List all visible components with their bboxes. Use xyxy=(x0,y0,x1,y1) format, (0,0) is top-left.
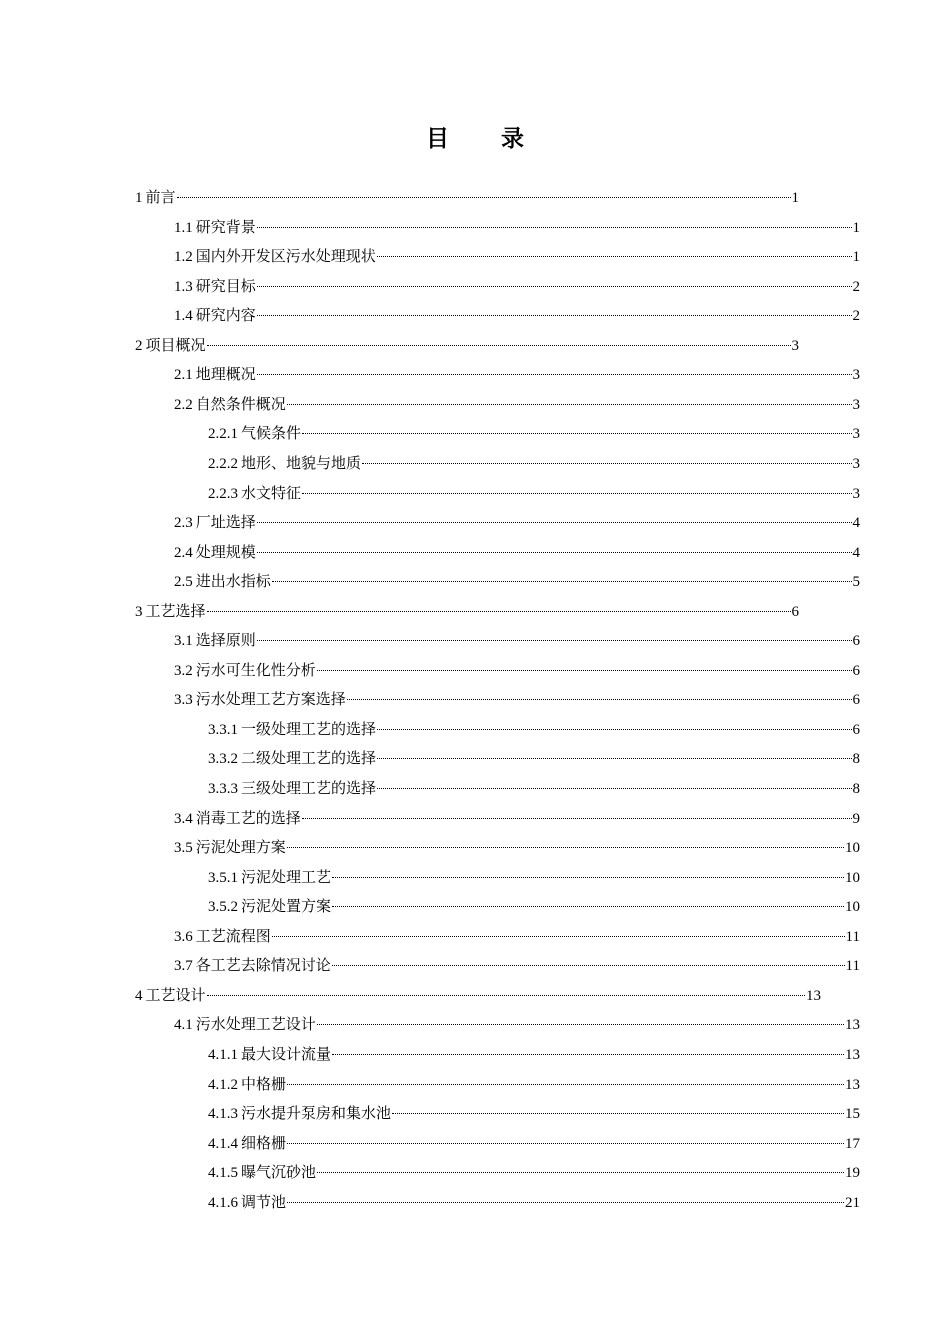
toc-entry[interactable] xyxy=(174,360,860,390)
toc-entry-label: 选择原则 xyxy=(195,633,256,650)
dot-leader xyxy=(272,581,852,582)
dot-leader xyxy=(257,640,852,641)
dot-leader xyxy=(302,493,851,494)
toc-entry-title xyxy=(135,981,206,1011)
toc-entry-label: 调节池 xyxy=(241,1194,287,1211)
toc-page-number: 13 xyxy=(845,1046,860,1063)
toc-entry-label: 细格栅 xyxy=(241,1135,287,1152)
toc-entry-number: 4.1.3 xyxy=(208,1106,238,1123)
toc-entry-number: 3.5 xyxy=(174,840,193,857)
toc-entry-number: 2.2.2 xyxy=(208,455,238,472)
toc-page-number: 2 xyxy=(852,308,860,325)
toc-entry-number: 1.2 xyxy=(174,249,193,266)
toc-entry[interactable] xyxy=(174,833,860,863)
toc-entry-number: 4.1.6 xyxy=(208,1194,238,1211)
toc-entry-number: 4.1 xyxy=(174,1017,193,1034)
toc-page-number: 1 xyxy=(852,219,860,236)
toc-page-number: 13 xyxy=(845,1017,860,1034)
dot-leader xyxy=(257,315,852,316)
toc-entry[interactable] xyxy=(174,804,860,834)
toc-page-number: 10 xyxy=(845,869,860,886)
toc-entry-title xyxy=(174,951,331,981)
toc-entry-label: 研究背景 xyxy=(195,219,256,236)
dot-leader xyxy=(287,847,844,848)
toc-page-number: 6 xyxy=(852,662,860,679)
toc-entry-number: 4.1.5 xyxy=(208,1165,238,1182)
page-title: 目 录 xyxy=(425,125,546,152)
toc-entry-label: 最大设计流量 xyxy=(241,1046,332,1063)
toc-entry-label: 前言 xyxy=(145,190,176,206)
toc-entry[interactable] xyxy=(174,685,860,715)
toc-page-number: 11 xyxy=(845,928,860,945)
dot-leader xyxy=(302,818,852,819)
toc-page-number: 3 xyxy=(791,337,799,354)
toc-page-number: 8 xyxy=(852,751,860,768)
dot-leader xyxy=(287,1143,844,1144)
toc-page-number: 2 xyxy=(852,278,860,295)
toc-entry[interactable] xyxy=(174,538,860,568)
toc-entry-label: 自然条件概况 xyxy=(195,396,286,413)
toc-entry-label: 污水可生化性分析 xyxy=(195,662,316,679)
toc-entry[interactable] xyxy=(208,1129,860,1159)
dot-leader xyxy=(272,936,845,937)
toc-page-number: 6 xyxy=(791,603,799,620)
toc-entry-title xyxy=(174,242,376,272)
dot-leader xyxy=(332,965,845,966)
toc-entry-label: 二级处理工艺的选择 xyxy=(241,751,377,768)
toc-entry-title xyxy=(174,685,346,715)
toc-entry-title xyxy=(208,1158,316,1188)
toc-entry-title xyxy=(174,804,301,834)
toc-entry-number: 4.1.4 xyxy=(208,1135,238,1152)
toc-entry-title xyxy=(174,360,256,390)
toc-entry-label: 工艺流程图 xyxy=(195,928,271,945)
toc-entry-label: 一级处理工艺的选择 xyxy=(241,721,377,738)
dot-leader xyxy=(207,345,791,346)
toc-entry-title xyxy=(208,1188,286,1218)
toc-entry-label: 污泥处置方案 xyxy=(241,899,332,916)
toc-entry-title xyxy=(174,922,271,952)
toc-page-number: 1 xyxy=(791,190,799,206)
toc-entry-number: 3.4 xyxy=(174,810,193,827)
toc-entry-label: 地理概况 xyxy=(195,367,256,384)
toc-entry[interactable] xyxy=(174,626,860,656)
dot-leader xyxy=(177,197,791,198)
toc-entry[interactable] xyxy=(135,597,799,627)
toc-entry-number: 4.1.2 xyxy=(208,1076,238,1093)
toc-entry-title xyxy=(135,597,206,627)
toc-entry-number: 3.3.2 xyxy=(208,751,238,768)
toc-page-number: 15 xyxy=(845,1106,860,1123)
toc-entry-number: 4 xyxy=(135,987,143,1004)
toc-entry-title xyxy=(135,331,206,361)
toc-entry[interactable] xyxy=(208,1099,860,1129)
toc-entry[interactable] xyxy=(208,449,860,479)
toc-entry-number: 3.3.1 xyxy=(208,721,238,738)
toc-entry-label: 地形、地貌与地质 xyxy=(241,455,362,472)
dot-leader xyxy=(257,374,852,375)
toc-entry-label: 工艺设计 xyxy=(145,987,206,1004)
toc-entry-label: 中格栅 xyxy=(241,1076,287,1093)
toc-entry-title xyxy=(208,1099,391,1129)
dot-leader xyxy=(332,877,844,878)
dot-leader xyxy=(317,670,852,671)
dot-leader xyxy=(257,552,852,553)
dot-leader xyxy=(207,995,805,996)
dot-leader xyxy=(377,758,851,759)
dot-leader xyxy=(257,286,852,287)
toc-page-number: 3 xyxy=(852,426,860,443)
dot-leader xyxy=(392,1113,844,1114)
toc-entry[interactable] xyxy=(174,567,860,597)
toc-entry-title xyxy=(208,449,361,479)
toc-page-number: 3 xyxy=(852,396,860,413)
toc-entry[interactable] xyxy=(208,863,860,893)
toc-entry-label: 厂址选择 xyxy=(195,515,256,532)
toc-entry-label: 研究内容 xyxy=(195,308,256,325)
toc-page-number: 1 xyxy=(852,249,860,266)
toc-page-number: 3 xyxy=(852,367,860,384)
toc-page-number: 3 xyxy=(852,455,860,472)
toc-entry[interactable] xyxy=(208,1188,860,1218)
toc-entry-label: 研究目标 xyxy=(195,278,256,295)
dot-leader xyxy=(317,1172,844,1173)
toc-entry[interactable] xyxy=(174,922,860,952)
toc-page-number: 21 xyxy=(845,1194,860,1211)
toc-entry-title xyxy=(208,1070,286,1100)
toc-page-number: 3 xyxy=(852,485,860,502)
toc-page-number: 9 xyxy=(852,810,860,827)
toc-entry[interactable] xyxy=(208,419,860,449)
toc-entry[interactable] xyxy=(135,183,799,213)
toc-page-number: 8 xyxy=(852,781,860,797)
toc-entry[interactable] xyxy=(174,213,860,243)
toc-entry-number: 2.2.3 xyxy=(208,485,238,502)
toc-entry-label: 污水处理工艺方案选择 xyxy=(195,692,346,709)
toc-entry-label: 曝气沉砂池 xyxy=(241,1165,317,1182)
toc-entry-number: 2.3 xyxy=(174,515,193,532)
toc-entry-number: 3.1 xyxy=(174,633,193,650)
toc-entry-title xyxy=(174,656,316,686)
toc-entry-label: 国内外开发区污水处理现状 xyxy=(195,249,376,266)
toc-page-number: 4 xyxy=(852,515,860,532)
toc-entry-label: 污泥处理方案 xyxy=(195,840,286,857)
toc-page-number: 10 xyxy=(845,840,860,857)
toc-entry-title xyxy=(174,508,256,538)
toc-page-number: 11 xyxy=(845,958,860,975)
toc-entry-title xyxy=(174,390,286,420)
toc-entry-label: 处理规模 xyxy=(195,544,256,561)
toc-entry[interactable] xyxy=(208,479,860,509)
toc-entry-title xyxy=(208,715,376,745)
toc-entry-number: 3 xyxy=(135,603,143,620)
toc-entry-label: 污水处理工艺设计 xyxy=(195,1017,316,1034)
toc-entry[interactable] xyxy=(174,951,860,981)
dot-leader xyxy=(287,1084,844,1085)
toc-entry-label: 工艺选择 xyxy=(145,603,206,620)
toc-entry-label: 消毒工艺的选择 xyxy=(195,810,301,827)
toc-entry-number: 3.2 xyxy=(174,662,193,679)
toc-entry[interactable] xyxy=(208,774,860,804)
toc-entry-number: 3.5.2 xyxy=(208,899,238,916)
toc-entry-title xyxy=(174,567,271,597)
dot-leader xyxy=(257,522,852,523)
toc-entry-number: 1.3 xyxy=(174,278,193,295)
toc-page-number: 13 xyxy=(845,1076,860,1093)
toc-entry[interactable] xyxy=(208,715,860,745)
toc-entry[interactable] xyxy=(208,1040,860,1070)
dot-leader xyxy=(347,699,852,700)
toc-entry-label: 三级处理工艺的选择 xyxy=(241,781,377,797)
toc-entry[interactable] xyxy=(208,1070,860,1100)
toc-entry-number: 4.1.1 xyxy=(208,1046,238,1063)
dot-leader xyxy=(332,906,844,907)
toc-entry[interactable] xyxy=(174,242,860,272)
toc-entry-number: 1.1 xyxy=(174,219,193,236)
toc-entry[interactable] xyxy=(208,1158,860,1188)
dot-leader xyxy=(377,256,852,257)
toc-entry-title xyxy=(174,1010,316,1040)
toc-entry-number: 2.4 xyxy=(174,544,193,561)
toc-entry-number: 2.2 xyxy=(174,396,193,413)
toc-entry[interactable] xyxy=(174,508,860,538)
toc-entry[interactable] xyxy=(135,981,821,1011)
toc-page-number: 10 xyxy=(845,899,860,916)
toc-entry-number: 2.2.1 xyxy=(208,426,238,443)
toc-entry-title xyxy=(208,1040,331,1070)
dot-leader xyxy=(207,611,791,612)
toc-entry-number: 3.3.3 xyxy=(208,781,238,797)
toc-entry-title xyxy=(174,833,286,863)
toc-entry-label: 项目概况 xyxy=(145,337,206,354)
toc-entry[interactable] xyxy=(174,390,860,420)
toc-page-number: 19 xyxy=(845,1165,860,1182)
toc-entry-number: 2.1 xyxy=(174,367,193,384)
toc-entry-number: 1.4 xyxy=(174,308,193,325)
toc-page-number: 5 xyxy=(852,574,860,591)
toc-entry-label: 各工艺去除情况讨论 xyxy=(195,958,331,975)
dot-leader xyxy=(377,788,851,789)
toc-entry[interactable] xyxy=(135,331,799,361)
toc-entry-title xyxy=(174,272,256,302)
toc-entry-title xyxy=(174,301,256,331)
toc-entry-label: 污泥处理工艺 xyxy=(241,869,332,886)
toc-entry[interactable] xyxy=(174,301,860,331)
toc-entry[interactable] xyxy=(174,656,860,686)
toc-page-number: 6 xyxy=(852,721,860,738)
toc-entry-label: 进出水指标 xyxy=(195,574,271,591)
toc-entry-label: 污水提升泵房和集水池 xyxy=(241,1106,392,1123)
toc-entry-title xyxy=(208,774,376,804)
toc-entry-number: 2.5 xyxy=(174,574,193,591)
toc-entry-number: 3.3 xyxy=(174,692,193,709)
toc-page-number: 6 xyxy=(852,692,860,709)
toc-entry-title xyxy=(174,538,256,568)
toc-entry-number: 1 xyxy=(135,190,143,206)
toc-entry-number: 2 xyxy=(135,337,143,354)
dot-leader xyxy=(257,227,852,228)
toc-entry-title xyxy=(208,1129,286,1159)
dot-leader xyxy=(287,1202,844,1203)
toc-entry-label: 气候条件 xyxy=(241,426,302,443)
toc-page-number: 13 xyxy=(806,987,821,1004)
dot-leader xyxy=(302,433,851,434)
toc-entry[interactable] xyxy=(174,1010,860,1040)
dot-leader xyxy=(362,463,851,464)
toc-entry-title xyxy=(135,183,176,213)
toc-entry-title xyxy=(174,626,256,656)
toc-entry-number: 3.7 xyxy=(174,958,193,975)
toc-entry[interactable] xyxy=(174,272,860,302)
toc-page-number: 6 xyxy=(852,633,860,650)
dot-leader xyxy=(287,404,852,405)
toc-entry-label: 水文特征 xyxy=(241,485,302,502)
toc-entry-number: 3.6 xyxy=(174,928,193,945)
toc-entry-title xyxy=(174,213,256,243)
toc-entry-title xyxy=(208,863,331,893)
toc-page-number: 4 xyxy=(852,544,860,561)
dot-leader xyxy=(317,1024,844,1025)
dot-leader xyxy=(377,729,851,730)
toc-entry-title xyxy=(208,479,301,509)
toc-entry[interactable] xyxy=(208,892,860,922)
toc-entry[interactable] xyxy=(208,744,860,774)
toc-entry-number: 3.5.1 xyxy=(208,869,238,886)
toc-page-number: 17 xyxy=(845,1135,860,1152)
toc-entry-title xyxy=(208,892,331,922)
toc-entry-title xyxy=(208,744,376,774)
toc-entry-title xyxy=(208,419,301,449)
dot-leader xyxy=(332,1054,844,1055)
